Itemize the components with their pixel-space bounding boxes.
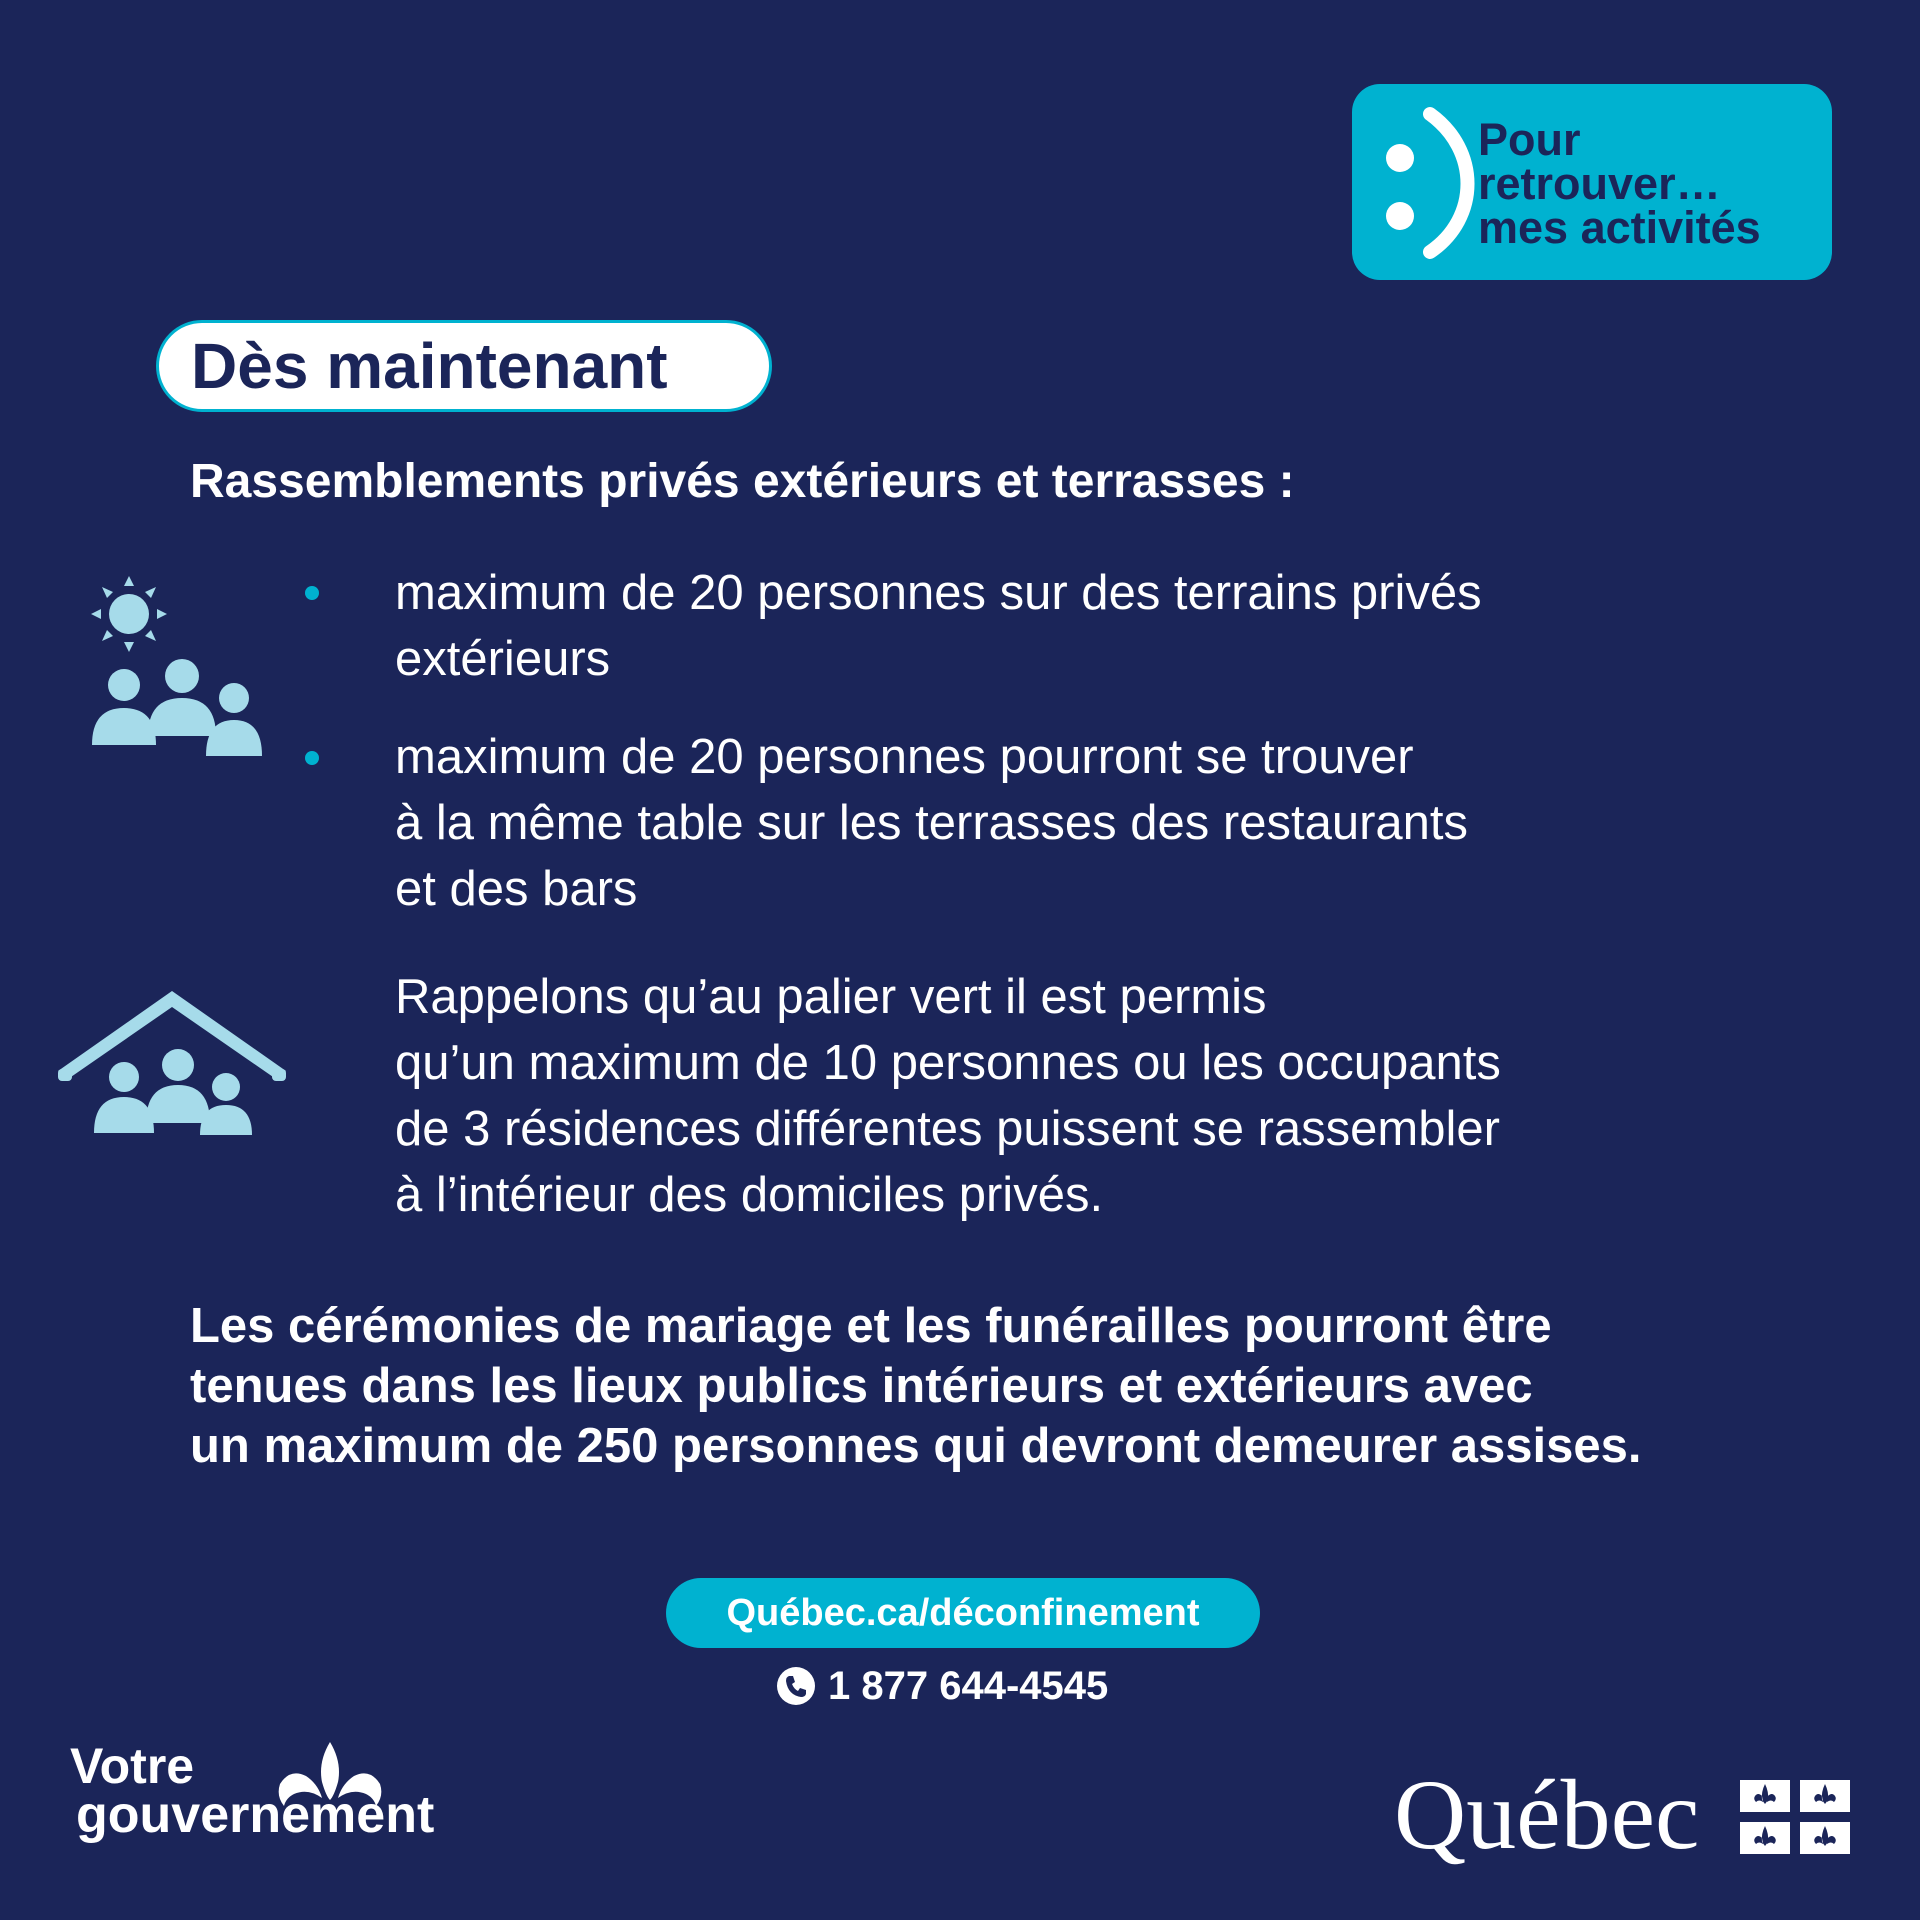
bullet-marker: [305, 586, 319, 600]
badge-line-1: Pour: [1478, 114, 1581, 165]
bullet-item-1: [395, 560, 1695, 692]
gov-line-2: gouvernement: [76, 1786, 435, 1844]
phone-icon: [776, 1666, 816, 1706]
phone-number[interactable]: [776, 1658, 1108, 1714]
phone-text: 1 877 644-4545: [828, 1663, 1109, 1708]
bullet-1-line-1: maximum de 20 personnes sur des terrains privés: [395, 566, 1482, 620]
indoor-line-1: Rappelons qu’au palier vert il est permis: [395, 970, 1267, 1024]
gov-line-1: Votre: [70, 1738, 195, 1794]
bullet-marker: [305, 751, 319, 765]
indoor-line-2: qu’un maximum de 10 personnes ou les occupants: [395, 1036, 1501, 1090]
badge-line-2: retrouver…: [1478, 158, 1721, 209]
sun-people-icon: [84, 570, 264, 756]
indoor-reminder: [395, 964, 1695, 1228]
bullet-2-line-1: maximum de 20 personnes pourront se trouver: [395, 730, 1414, 784]
section-label: Dès maintenant: [156, 320, 772, 412]
indoor-line-3: de 3 résidences différentes puissent se rassembler: [395, 1102, 1500, 1156]
quebec-flag-icon: [1740, 1780, 1850, 1854]
bullet-2-line-2: à la même table sur les terrasses des restaurants: [395, 796, 1469, 850]
website-link[interactable]: Québec.ca/déconfinement: [666, 1578, 1260, 1648]
closing-line-1: Les cérémonies de mariage et les funérailles pourront être: [190, 1299, 1552, 1353]
house-people-icon: [54, 985, 290, 1135]
indoor-line-4: à l’intérieur des domiciles privés.: [395, 1168, 1104, 1222]
smiley-icon: [1370, 100, 1480, 264]
ceremonies-paragraph: [190, 1296, 1641, 1476]
bullet-item-2: [395, 724, 1695, 922]
badge-line-3: mes activités: [1478, 202, 1761, 253]
badge-text: [1478, 114, 1761, 253]
votre-gouvernement-logo: [70, 1740, 490, 1870]
activities-badge: [1352, 84, 1832, 280]
bullet-2-line-3: et des bars: [395, 862, 638, 916]
quebec-logo: [1394, 1760, 1854, 1880]
closing-line-3: un maximum de 250 personnes qui devront demeurer assises.: [190, 1419, 1642, 1473]
bullet-1-line-2: extérieurs: [395, 632, 611, 686]
closing-line-2: tenues dans les lieux publics intérieurs et extérieurs avec: [190, 1359, 1533, 1413]
quebec-wordmark: Québec: [1394, 1759, 1700, 1870]
section-subtitle: Rassemblements privés extérieurs et terrasses :: [190, 455, 1295, 508]
